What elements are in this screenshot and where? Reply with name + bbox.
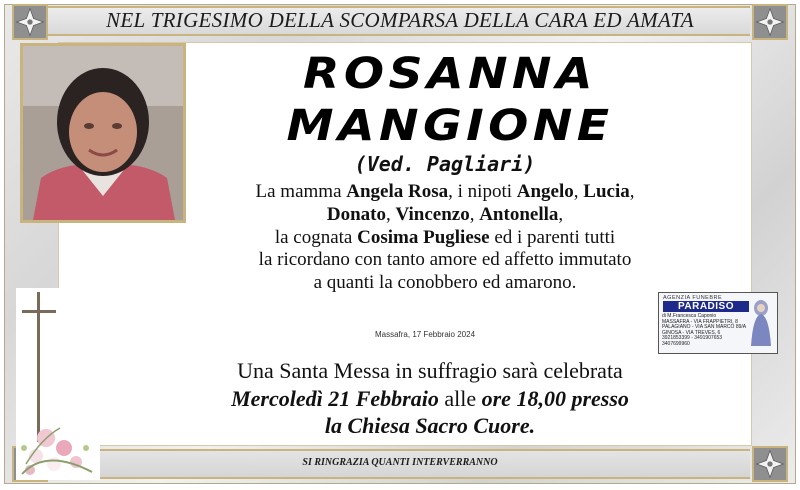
cross-and-flowers xyxy=(16,288,100,480)
header-title: NEL TRIGESIMO DELLA SCOMPARSA DELLA CARA ED AMATA xyxy=(106,8,694,32)
ornament-corner-icon xyxy=(12,4,48,40)
ornament-corner-icon xyxy=(752,446,788,482)
footer-thanks: SI RINGRAZIA QUANTI INTERVERRANNO xyxy=(302,457,498,468)
widow-note: (Ved. Pagliari) xyxy=(354,152,536,176)
announcement-message xyxy=(190,181,700,295)
madonna-figure-icon xyxy=(747,296,775,348)
message-line-4: la ricordano con tanto amore ed affetto immutato xyxy=(258,249,632,271)
mass-announcement xyxy=(160,357,700,440)
place-date: Massafra, 17 Febbraio 2024 xyxy=(374,330,476,339)
portrait-photo xyxy=(20,43,186,223)
mass-line-1: Una Santa Messa in suffragio sarà celebrata xyxy=(237,358,623,383)
deceased-first-name: ROSANNA xyxy=(303,49,597,99)
funeral-agency-box xyxy=(658,292,778,354)
agency-details: di M.Francesca Caponio MASSAFRA - VIA FRAPPIETRI, 8 PALAGIANO - VIA SAN MARCO 89/A GINOSA - VIA TREVES, 6 3921853399 - 3491907653 3407699960 xyxy=(662,313,747,347)
mass-line-2: Mercoledì 21 Febbraio alle ore 18,00 presso xyxy=(231,385,629,411)
message-line-2: Donato, Vincenzo, Antonella, xyxy=(326,203,564,225)
deceased-last-name: MANGIONE xyxy=(286,101,614,151)
message-line-1: La mamma Angela Rosa, i nipoti Angelo, Lucia, xyxy=(255,181,635,202)
agency-name: PARADISO xyxy=(663,301,749,312)
mass-line-3: la Chiesa Sacro Cuore. xyxy=(324,413,536,438)
ornament-corner-icon xyxy=(752,4,788,40)
message-line-5: a quanti la conobbero ed amarono. xyxy=(313,272,577,294)
agency-label: AGENZIA FUNEBRE xyxy=(663,295,723,301)
message-line-3: la cognata Cosima Pugliese ed i parenti tutti xyxy=(274,226,616,248)
